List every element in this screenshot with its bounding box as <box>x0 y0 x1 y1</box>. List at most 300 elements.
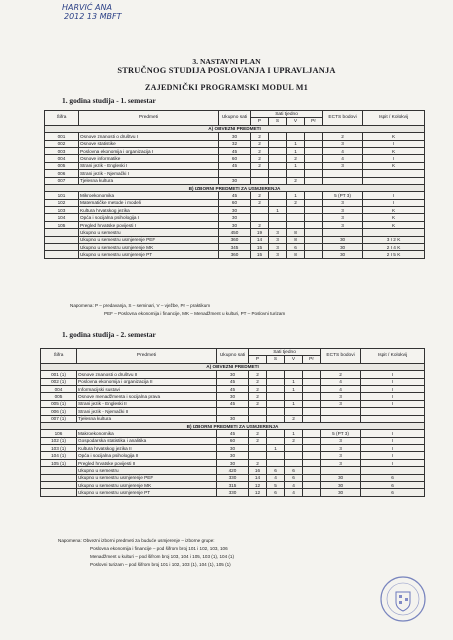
cell-pr <box>303 437 321 444</box>
cell-exam: I <box>361 371 425 378</box>
cell-ects: 3 <box>323 214 363 221</box>
cell-exam <box>361 467 425 474</box>
cell-exam: I <box>361 378 425 385</box>
cell-ects: 4 <box>323 155 363 162</box>
cell-pr <box>305 221 323 228</box>
subject-row <box>45 170 425 177</box>
cell-hours: 45 <box>217 430 249 437</box>
cell-hours <box>217 408 249 415</box>
cell-s <box>269 155 287 162</box>
col-subject: Predmeti <box>79 111 219 126</box>
col-v: V <box>287 118 305 125</box>
cell-ects: 5 (PT 3) <box>321 430 361 437</box>
cell-pr <box>303 474 321 481</box>
cell-exam: K <box>363 147 425 154</box>
cell-s: 3 <box>269 229 287 236</box>
cell-exam: K <box>363 162 425 169</box>
cell-name: Tjelesna kultura <box>77 415 217 422</box>
cell-s <box>269 199 287 206</box>
cell-code <box>45 236 79 243</box>
cell-hours: 30 <box>217 452 249 459</box>
cell-pr <box>303 408 321 415</box>
cell-ects <box>323 229 363 236</box>
cell-hours: 60 <box>217 437 249 444</box>
cell-name: Ukupno u semestru usmjerenje PT <box>77 489 217 496</box>
cell-s <box>267 408 285 415</box>
cell-v <box>287 221 305 228</box>
cell-s: 1 <box>267 445 285 452</box>
total-row <box>41 489 425 496</box>
cell-p: 2 <box>251 162 269 169</box>
semester-2-note-4: Poslovni turizam – pod šifrom broj 101 i 102, 103 (1), 104 (1), 105 (1) <box>90 562 231 567</box>
col-weekly: Sati tjedno <box>251 111 323 118</box>
cell-code: 007 (1) <box>41 415 77 422</box>
subject-row <box>41 445 425 452</box>
cell-v: 1 <box>287 192 305 199</box>
cell-code <box>45 244 79 251</box>
cell-pr <box>303 378 321 385</box>
cell-p: 2 <box>251 199 269 206</box>
cell-exam: K <box>363 221 425 228</box>
subject-row <box>45 199 425 206</box>
semester-2-note-3: Menadžment u kulturi – pod šifrom broj 103, 104 i 105, 103 (1), 104 (1) <box>90 554 235 559</box>
cell-v: 2 <box>285 437 303 444</box>
cell-code: 102 <box>45 199 79 206</box>
cell-v <box>287 170 305 177</box>
cell-name: Mikroekonomika <box>79 192 219 199</box>
cell-name: Ukupno u semestru usmjerenje MK <box>79 244 219 251</box>
cell-exam <box>363 229 425 236</box>
cell-pr <box>303 452 321 459</box>
cell-exam: 2 I 4 K <box>363 244 425 251</box>
cell-s: 5 <box>267 482 285 489</box>
section-row <box>41 363 425 370</box>
cell-pr <box>303 467 321 474</box>
cell-s: 3 <box>269 236 287 243</box>
cell-v: 1 <box>285 378 303 385</box>
cell-exam: I <box>363 155 425 162</box>
cell-code: 006 <box>45 170 79 177</box>
cell-name: Ukupno u semestru <box>77 467 217 474</box>
cell-p: 15 <box>251 244 269 251</box>
cell-name: Strani jezik - Engleski II <box>77 400 217 407</box>
cell-v <box>285 408 303 415</box>
col-subject: Predmeti <box>77 349 217 364</box>
cell-pr <box>305 229 323 236</box>
cell-exam: I <box>361 437 425 444</box>
cell-p <box>249 408 267 415</box>
cell-name: Pregled hrvatske povijesti I <box>79 221 219 228</box>
col-exam: Ispit / Kolokvij <box>363 111 425 126</box>
cell-name: Poslovna ekonomija i organizacija I <box>79 147 219 154</box>
cell-hours: 32 <box>219 140 251 147</box>
cell-p: 14 <box>249 474 267 481</box>
cell-exam: I <box>361 459 425 466</box>
cell-v <box>285 445 303 452</box>
cell-s: 4 <box>267 474 285 481</box>
subject-row <box>45 207 425 214</box>
cell-v: 1 <box>285 385 303 392</box>
cell-code <box>41 474 77 481</box>
col-p: P <box>251 118 269 125</box>
cell-code <box>45 251 79 258</box>
cell-p: 12 <box>249 482 267 489</box>
cell-name: Kultura hrvatskog jezika II <box>77 445 217 452</box>
subject-row <box>45 155 425 162</box>
cell-pr <box>305 170 323 177</box>
cell-p: 2 <box>251 155 269 162</box>
cell-name: Opća i socijalna psihologija I <box>79 214 219 221</box>
cell-code: 105 <box>45 221 79 228</box>
cell-hours: 30 <box>217 393 249 400</box>
cell-ects: 3 <box>321 452 361 459</box>
subject-row <box>41 437 425 444</box>
cell-hours: 330 <box>217 474 249 481</box>
cell-code: 105 (1) <box>41 459 77 466</box>
cell-hours: 45 <box>217 400 249 407</box>
cell-p: 2 <box>251 133 269 140</box>
cell-ects: 3 <box>323 207 363 214</box>
cell-code: 006 (1) <box>41 408 77 415</box>
cell-v: 6 <box>287 244 305 251</box>
cell-exam: K <box>363 133 425 140</box>
cell-ects: 2 <box>323 133 363 140</box>
cell-p <box>251 214 269 221</box>
cell-s: 3 <box>269 251 287 258</box>
cell-ects: 30 <box>323 251 363 258</box>
cell-hours: 45 <box>219 162 251 169</box>
cell-v: 1 <box>285 430 303 437</box>
subject-row <box>45 162 425 169</box>
cell-p <box>251 177 269 184</box>
cell-ects: 4 <box>321 378 361 385</box>
cell-ects: 3 <box>323 221 363 228</box>
cell-p <box>251 207 269 214</box>
cell-ects: 3 <box>321 445 361 452</box>
cell-code: 004 <box>41 385 77 392</box>
cell-p: 2 <box>249 378 267 385</box>
semester-2-note-1: Napomena: Obvezni izborni predmeti za buduće usmjerenje – izborne grupe: <box>58 538 215 543</box>
cell-hours: 30 <box>217 459 249 466</box>
cell-p <box>249 415 267 422</box>
cell-v: 2 <box>287 155 305 162</box>
cell-p: 2 <box>249 400 267 407</box>
total-row <box>45 244 425 251</box>
semester-2-note-2: Poslovna ekonomija i financije – pod šifrom broj 101 i 102, 103, 106 <box>90 546 228 551</box>
cell-hours: 30 <box>219 214 251 221</box>
cell-s <box>269 192 287 199</box>
module-title: ZAJEDNIČKI PROGRAMSKI MODUL M1 <box>144 83 308 92</box>
cell-name: Osnove menadžmenta i socijalna prava <box>77 393 217 400</box>
cell-name: Ukupno u semestru usmjerenje PEF <box>77 474 217 481</box>
cell-hours: 45 <box>219 192 251 199</box>
col-weekly: Sati tjedno <box>249 349 321 356</box>
cell-hours: 30 <box>219 133 251 140</box>
col-v: V <box>285 356 303 363</box>
cell-exam: I <box>361 452 425 459</box>
subject-row <box>41 378 425 385</box>
cell-p: 2 <box>251 192 269 199</box>
cell-ects: 3 <box>321 437 361 444</box>
handwritten-line-1: HARVIĆ ANA <box>62 3 112 12</box>
cell-s <box>269 147 287 154</box>
section-row <box>45 184 425 191</box>
cell-exam: K <box>363 214 425 221</box>
cell-ects: 30 <box>321 489 361 496</box>
cell-s: 1 <box>269 207 287 214</box>
cell-exam <box>361 408 425 415</box>
cell-v: 2 <box>287 199 305 206</box>
cell-p <box>249 452 267 459</box>
cell-s <box>267 393 285 400</box>
cell-v: 2 <box>285 415 303 422</box>
cell-v: 1 <box>287 162 305 169</box>
cell-pr <box>305 214 323 221</box>
cell-pr <box>305 133 323 140</box>
cell-v: 8 <box>287 251 305 258</box>
cell-v: 4 <box>285 489 303 496</box>
subject-row <box>41 385 425 392</box>
cell-s <box>267 385 285 392</box>
cell-hours <box>219 170 251 177</box>
cell-exam: K <box>363 207 425 214</box>
cell-pr <box>303 459 321 466</box>
semester-1-table <box>44 110 425 259</box>
cell-code: 002 <box>45 140 79 147</box>
cell-p: 2 <box>249 385 267 392</box>
section-label: B) IZBORNI PREDMETI ZA USMJERENJA <box>41 422 425 429</box>
cell-hours: 45 <box>219 147 251 154</box>
cell-p <box>251 170 269 177</box>
cell-s <box>269 214 287 221</box>
cell-pr <box>303 371 321 378</box>
total-row <box>45 229 425 236</box>
cell-exam: 6 <box>361 482 425 489</box>
cell-code: 102 (1) <box>41 437 77 444</box>
cell-name: Matematičke metode i modeli <box>79 199 219 206</box>
cell-name: Makroekonomika <box>77 430 217 437</box>
cell-name: Poslovna ekonomija i organizacija II <box>77 378 217 385</box>
cell-pr <box>305 140 323 147</box>
cell-v: 1 <box>287 147 305 154</box>
cell-v: 1 <box>285 400 303 407</box>
subject-row <box>45 147 425 154</box>
cell-name: Ukupno u semestru <box>79 229 219 236</box>
cell-code: 104 <box>45 214 79 221</box>
cell-hours: 30 <box>219 207 251 214</box>
cell-ects <box>323 177 363 184</box>
cell-v <box>287 214 305 221</box>
cell-ects: 3 <box>321 459 361 466</box>
handwritten-line-2: 2012 13 MBFT <box>64 12 122 21</box>
cell-hours: 30 <box>217 371 249 378</box>
handwritten-note <box>62 3 122 21</box>
col-code: Šifra <box>41 349 77 364</box>
total-row <box>45 251 425 258</box>
subject-row <box>41 400 425 407</box>
col-hours: Ukupno sati <box>219 111 251 126</box>
cell-pr <box>305 236 323 243</box>
cell-exam <box>363 177 425 184</box>
cell-s <box>269 162 287 169</box>
cell-exam: I <box>361 385 425 392</box>
cell-code: 004 <box>45 155 79 162</box>
cell-hours: 360 <box>219 236 251 243</box>
cell-hours: 60 <box>219 155 251 162</box>
cell-ects <box>321 408 361 415</box>
cell-hours: 60 <box>219 199 251 206</box>
cell-exam: I <box>363 199 425 206</box>
cell-pr <box>303 393 321 400</box>
cell-v <box>287 207 305 214</box>
subject-row <box>45 192 425 199</box>
cell-v <box>285 452 303 459</box>
cell-s <box>269 133 287 140</box>
cell-name: Pregled hrvatske povijesti II <box>77 459 217 466</box>
col-exam: Ispit / Kolokvij <box>361 349 425 364</box>
cell-name: Strani jezik - Njemački II <box>77 408 217 415</box>
section-row <box>41 422 425 429</box>
cell-exam <box>363 170 425 177</box>
cell-ects: 4 <box>323 147 363 154</box>
subject-row <box>41 459 425 466</box>
cell-pr <box>305 244 323 251</box>
cell-s <box>267 371 285 378</box>
semester-1-heading: 1. godina studija - 1. semestar <box>62 96 156 105</box>
cell-hours: 30 <box>217 445 249 452</box>
semester-1-note-2: PEF – Poslovna ekonomija i financije, MK – Menadžment u kulturi, PT – Poslovni turizam <box>104 311 286 316</box>
cell-code: 103 (1) <box>41 445 77 452</box>
subject-row <box>45 214 425 221</box>
cell-ects <box>323 170 363 177</box>
subject-row <box>45 133 425 140</box>
cell-hours: 30 <box>217 415 249 422</box>
cell-pr <box>303 400 321 407</box>
cell-ects: 30 <box>323 236 363 243</box>
cell-ects: 5 (PT 3) <box>323 192 363 199</box>
cell-name: Opća i socijalna psihologija II <box>77 452 217 459</box>
cell-name: Strani jezik - Engleski I <box>79 162 219 169</box>
cell-v <box>285 393 303 400</box>
cell-name: Gospodarska statistika i analitika <box>77 437 217 444</box>
cell-code: 001 <box>45 133 79 140</box>
cell-name: Ukupno u semestru usmjerenje PT <box>79 251 219 258</box>
cell-exam: 6 <box>361 474 425 481</box>
cell-p <box>249 445 267 452</box>
total-row <box>41 474 425 481</box>
cell-name: Kultura hrvatskog jezika <box>79 207 219 214</box>
cell-pr <box>305 177 323 184</box>
cell-pr <box>303 489 321 496</box>
cell-ects: 30 <box>321 474 361 481</box>
col-s: S <box>269 118 287 125</box>
cell-v: 4 <box>285 482 303 489</box>
col-pr: Pr <box>303 356 321 363</box>
col-s: S <box>267 356 285 363</box>
total-row <box>41 467 425 474</box>
cell-hours: 345 <box>219 244 251 251</box>
cell-v: 2 <box>287 177 305 184</box>
cell-code: 101 <box>45 192 79 199</box>
cell-p: 2 <box>251 147 269 154</box>
cell-pr <box>305 192 323 199</box>
cell-hours: 360 <box>219 251 251 258</box>
section-number: 3. NASTAVNI PLAN <box>192 57 261 66</box>
section-label: A) OBVEZNI PREDMETI <box>41 363 425 370</box>
page-title: STRUČNOG STUDIJA POSLOVANJA I UPRAVLJANJA <box>117 66 336 75</box>
cell-ects: 4 <box>321 385 361 392</box>
col-p: P <box>249 356 267 363</box>
cell-code: 104 (1) <box>41 452 77 459</box>
cell-name: Ukupno u semestru usmjerenje PEF <box>79 236 219 243</box>
col-code: Šifra <box>45 111 79 126</box>
cell-code <box>45 229 79 236</box>
cell-s <box>267 452 285 459</box>
cell-p: 2 <box>251 140 269 147</box>
cell-s: 6 <box>267 467 285 474</box>
cell-ects <box>321 467 361 474</box>
cell-s <box>267 430 285 437</box>
cell-code: 003 <box>45 147 79 154</box>
cell-pr <box>303 482 321 489</box>
cell-s <box>267 459 285 466</box>
cell-hours: 30 <box>219 221 251 228</box>
cell-p: 19 <box>251 229 269 236</box>
cell-p: 14 <box>251 236 269 243</box>
subject-row <box>41 452 425 459</box>
cell-s: 3 <box>269 244 287 251</box>
col-hours: Ukupno sati <box>217 349 249 364</box>
cell-s <box>269 170 287 177</box>
cell-exam: I <box>361 445 425 452</box>
cell-p: 2 <box>251 221 269 228</box>
semester-2-body <box>41 363 425 496</box>
cell-exam: I <box>363 192 425 199</box>
cell-pr <box>305 199 323 206</box>
cell-pr <box>305 155 323 162</box>
cell-pr <box>305 147 323 154</box>
cell-s <box>269 177 287 184</box>
cell-hours: 450 <box>219 229 251 236</box>
cell-v <box>285 371 303 378</box>
semester-1-note-1: Napomena: P – predavanja, S – seminari, V – vježbe, Pr – praktikum <box>70 303 211 308</box>
cell-ects: 30 <box>323 244 363 251</box>
subject-row <box>41 371 425 378</box>
cell-exam: I <box>361 430 425 437</box>
cell-v <box>287 133 305 140</box>
cell-s <box>267 415 285 422</box>
cell-name: Osnove statistike <box>79 140 219 147</box>
cell-code <box>41 482 77 489</box>
cell-code <box>41 467 77 474</box>
cell-name: Tjelesna kultura <box>79 177 219 184</box>
subject-row <box>41 393 425 400</box>
section-row <box>45 125 425 132</box>
cell-s <box>267 400 285 407</box>
cell-name: Osnove znanosti o društvu I <box>79 133 219 140</box>
subject-row <box>45 177 425 184</box>
semester-2-table <box>40 348 425 497</box>
cell-s: 6 <box>267 489 285 496</box>
cell-ects: 3 <box>321 393 361 400</box>
cell-code: 106 <box>41 430 77 437</box>
semester-1-body <box>45 125 425 258</box>
cell-hours: 330 <box>217 489 249 496</box>
official-stamp <box>378 574 428 624</box>
cell-v: 8 <box>287 236 305 243</box>
cell-name: Osnove znanosti o društvu II <box>77 371 217 378</box>
cell-hours: 420 <box>217 467 249 474</box>
